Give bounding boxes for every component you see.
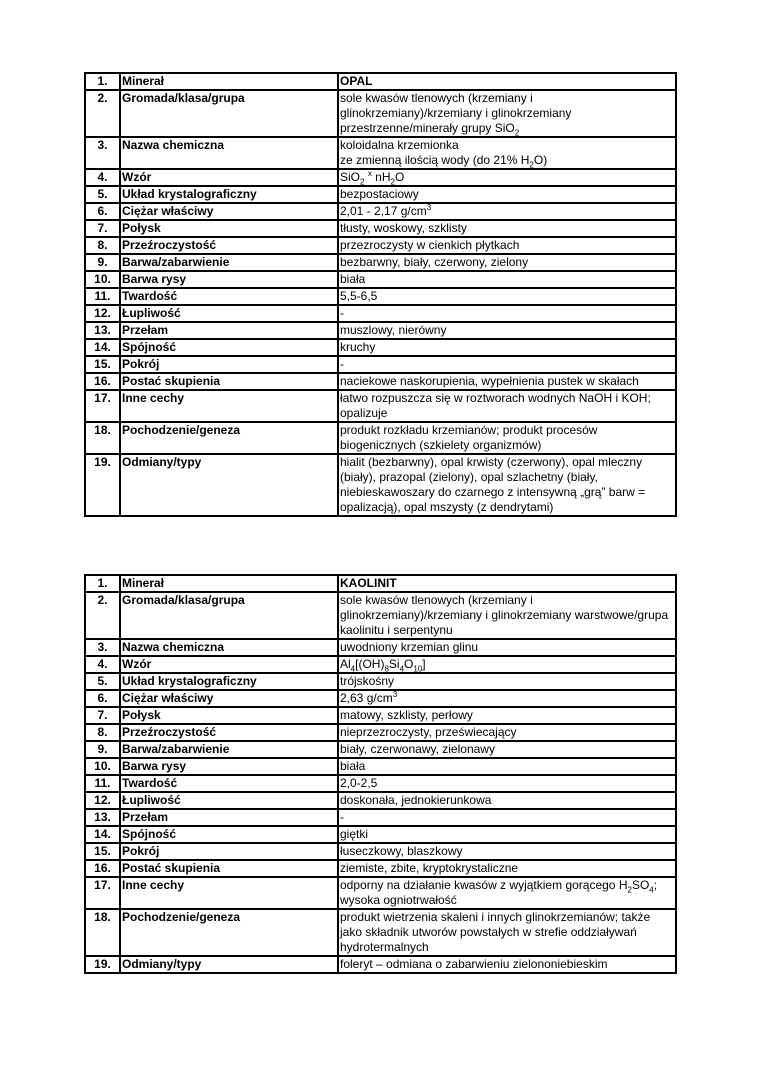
table-row xyxy=(85,186,676,203)
table-row xyxy=(85,826,676,843)
mineral-table-opal xyxy=(84,72,677,517)
property-label: Twardość xyxy=(120,775,338,792)
property-label: Ciężar właściwy xyxy=(120,690,338,707)
row-number: 18. xyxy=(85,909,120,956)
table-row xyxy=(85,707,676,724)
table-row xyxy=(85,843,676,860)
table-row xyxy=(85,758,676,775)
property-label: Nazwa chemiczna xyxy=(120,639,338,656)
row-number: 18. xyxy=(85,422,120,454)
table-row xyxy=(85,673,676,690)
table-row xyxy=(85,288,676,305)
row-number: 15. xyxy=(85,356,120,373)
table-row xyxy=(85,956,676,973)
property-value: koloidalna krzemionka ze zmienną ilością wody (do 21% $H_2O$) xyxy=(338,137,676,169)
property-label: Barwa/zabarwienie xyxy=(120,741,338,758)
row-number: 13. xyxy=(85,809,120,826)
property-label: Pokrój xyxy=(120,843,338,860)
table-row xyxy=(85,90,676,137)
property-label: Postać skupienia xyxy=(120,373,338,390)
property-label: Układ krystalograficzny xyxy=(120,186,338,203)
property-value: $Al_4[(OH)_8Si_4O_{10}]$ xyxy=(338,656,676,673)
property-value: ziemiste, zbite, kryptokrystaliczne xyxy=(338,860,676,877)
row-number: 17. xyxy=(85,390,120,422)
row-number: 14. xyxy=(85,339,120,356)
row-number: 10. xyxy=(85,758,120,775)
property-label: Wzór xyxy=(120,169,338,186)
table-row xyxy=(85,137,676,169)
table-row xyxy=(85,73,676,90)
property-label: Inne cechy xyxy=(120,390,338,422)
property-value: biała xyxy=(338,271,676,288)
row-number: 13. xyxy=(85,322,120,339)
row-number: 4. xyxy=(85,169,120,186)
property-value: odporny na działanie kwasów z wyjątkiem gorącego $H_2SO_4$; wysoka ogniotrwałość xyxy=(338,877,676,909)
property-label: Połysk xyxy=(120,707,338,724)
property-label: Pokrój xyxy=(120,356,338,373)
property-label: Spójność xyxy=(120,826,338,843)
property-label: Przełam xyxy=(120,809,338,826)
property-value: produkt rozkładu krzemianów; produkt procesów biogenicznych (szkielety organizmów) xyxy=(338,422,676,454)
row-number: 16. xyxy=(85,373,120,390)
row-number: 14. xyxy=(85,826,120,843)
table-row xyxy=(85,356,676,373)
row-number: 9. xyxy=(85,254,120,271)
property-label: Przeźroczystość xyxy=(120,724,338,741)
property-label: Przełam xyxy=(120,322,338,339)
property-label: Twardość xyxy=(120,288,338,305)
property-label: Gromada/klasa/grupa xyxy=(120,90,338,137)
property-value: produkt wietrzenia skaleni i innych glinokrzemianów; także jako składnik utworów powstałych w strefie oddziaływań hydrotermalnych xyxy=(338,909,676,956)
property-value: 5,5-6,5 xyxy=(338,288,676,305)
property-label: Układ krystalograficzny xyxy=(120,673,338,690)
table-row xyxy=(85,592,676,639)
property-label: Barwa/zabarwienie xyxy=(120,254,338,271)
property-label: Postać skupienia xyxy=(120,860,338,877)
property-value: foleryt – odmiana o zabarwieniu zielononiebieskim xyxy=(338,956,676,973)
row-number: 1. xyxy=(85,73,120,90)
property-label: Łupliwość xyxy=(120,305,338,322)
property-label: Ciężar właściwy xyxy=(120,203,338,220)
table-row xyxy=(85,339,676,356)
row-number: 3. xyxy=(85,137,120,169)
row-number: 4. xyxy=(85,656,120,673)
property-value: - xyxy=(338,356,676,373)
table-row xyxy=(85,724,676,741)
property-label: Wzór xyxy=(120,656,338,673)
table-row xyxy=(85,305,676,322)
property-value: giętki xyxy=(338,826,676,843)
row-number: 6. xyxy=(85,690,120,707)
property-label: Minerał xyxy=(120,73,338,90)
table-row xyxy=(85,203,676,220)
property-value: muszlowy, nierówny xyxy=(338,322,676,339)
property-label: Inne cechy xyxy=(120,877,338,909)
property-value: OPAL xyxy=(338,73,676,90)
row-number: 1. xyxy=(85,575,120,592)
table-row xyxy=(85,322,676,339)
table-row xyxy=(85,220,676,237)
mineral-table-kaolinit xyxy=(84,574,677,974)
property-value: - xyxy=(338,305,676,322)
property-label: Przeźroczystość xyxy=(120,237,338,254)
table-row xyxy=(85,775,676,792)
property-value: tłusty, woskowy, szklisty xyxy=(338,220,676,237)
property-label: Barwa rysy xyxy=(120,271,338,288)
property-label: Spójność xyxy=(120,339,338,356)
row-number: 10. xyxy=(85,271,120,288)
property-value: 2,01 - 2,17 $g/cm^3$ xyxy=(338,203,676,220)
row-number: 16. xyxy=(85,860,120,877)
table-row xyxy=(85,169,676,186)
property-value: łuseczkowy, blaszkowy xyxy=(338,843,676,860)
table-row xyxy=(85,741,676,758)
property-label: Nazwa chemiczna xyxy=(120,137,338,169)
row-number: 12. xyxy=(85,792,120,809)
row-number: 19. xyxy=(85,454,120,516)
property-value: 2,63 $g/cm^3$ xyxy=(338,690,676,707)
property-value: nieprzezroczysty, przeświecający xyxy=(338,724,676,741)
property-value: 2,0-2,5 xyxy=(338,775,676,792)
row-number: 11. xyxy=(85,775,120,792)
table-row xyxy=(85,271,676,288)
table-row xyxy=(85,390,676,422)
property-value: matowy, szklisty, perłowy xyxy=(338,707,676,724)
table-row xyxy=(85,575,676,592)
row-number: 8. xyxy=(85,237,120,254)
table-row xyxy=(85,860,676,877)
property-value: kruchy xyxy=(338,339,676,356)
row-number: 11. xyxy=(85,288,120,305)
property-label: Odmiany/typy xyxy=(120,454,338,516)
property-label: Pochodzenie/geneza xyxy=(120,909,338,956)
row-number: 9. xyxy=(85,741,120,758)
property-label: Odmiany/typy xyxy=(120,956,338,973)
table-row xyxy=(85,237,676,254)
table-row xyxy=(85,639,676,656)
property-label: Minerał xyxy=(120,575,338,592)
property-value: naciekowe naskorupienia, wypełnienia pustek w skałach xyxy=(338,373,676,390)
property-value: sole kwasów tlenowych (krzemiany i glinokrzemiany)/krzemiany i glinokrzemiany warstwowe/grupa kaolinitu i serpentynu xyxy=(338,592,676,639)
row-number: 7. xyxy=(85,707,120,724)
table-row xyxy=(85,454,676,516)
table-row xyxy=(85,373,676,390)
property-value: biały, czerwonawy, zielonawy xyxy=(338,741,676,758)
table-row xyxy=(85,422,676,454)
property-value: - xyxy=(338,809,676,826)
table-row xyxy=(85,254,676,271)
row-number: 5. xyxy=(85,186,120,203)
row-number: 19. xyxy=(85,956,120,973)
property-value: łatwo rozpuszcza się w roztworach wodnych NaOH i KOH; opalizuje xyxy=(338,390,676,422)
row-number: 12. xyxy=(85,305,120,322)
property-value: bezbarwny, biały, czerwony, zielony xyxy=(338,254,676,271)
row-number: 2. xyxy=(85,90,120,137)
row-number: 2. xyxy=(85,592,120,639)
property-label: Barwa rysy xyxy=(120,758,338,775)
property-value: przezroczysty w cienkich płytkach xyxy=(338,237,676,254)
property-label: Pochodzenie/geneza xyxy=(120,422,338,454)
property-label: Gromada/klasa/grupa xyxy=(120,592,338,639)
row-number: 3. xyxy=(85,639,120,656)
property-value: trójskośny xyxy=(338,673,676,690)
property-value: sole kwasów tlenowych (krzemiany i glinokrzemiany)/krzemiany i glinokrzemiany przestrzenne/minerały grupy SiO$_2$ xyxy=(338,90,676,137)
row-number: 7. xyxy=(85,220,120,237)
property-label: Łupliwość xyxy=(120,792,338,809)
table-row xyxy=(85,909,676,956)
row-number: 5. xyxy=(85,673,120,690)
table-row xyxy=(85,656,676,673)
row-number: 8. xyxy=(85,724,120,741)
property-value: hialit (bezbarwny), opal krwisty (czerwony), opal mleczny (biały), prazopal (zielony), opal szlachetny (biały, niebieskawoszary do czarnego z intensywną „grą” barw = opalizacją), opal mszysty (z dendrytami) xyxy=(338,454,676,516)
property-value: uwodniony krzemian glinu xyxy=(338,639,676,656)
row-number: 6. xyxy=(85,203,120,220)
property-value: bezpostaciowy xyxy=(338,186,676,203)
row-number: 17. xyxy=(85,877,120,909)
table-row xyxy=(85,877,676,909)
table-row xyxy=(85,809,676,826)
property-value: doskonała, jednokierunkowa xyxy=(338,792,676,809)
property-label: Połysk xyxy=(120,220,338,237)
table-row xyxy=(85,792,676,809)
property-value: biała xyxy=(338,758,676,775)
property-value: KAOLINIT xyxy=(338,575,676,592)
property-value: SiO$_2$ $^x$ $nH_2O$ xyxy=(338,169,676,186)
row-number: 15. xyxy=(85,843,120,860)
table-row xyxy=(85,690,676,707)
